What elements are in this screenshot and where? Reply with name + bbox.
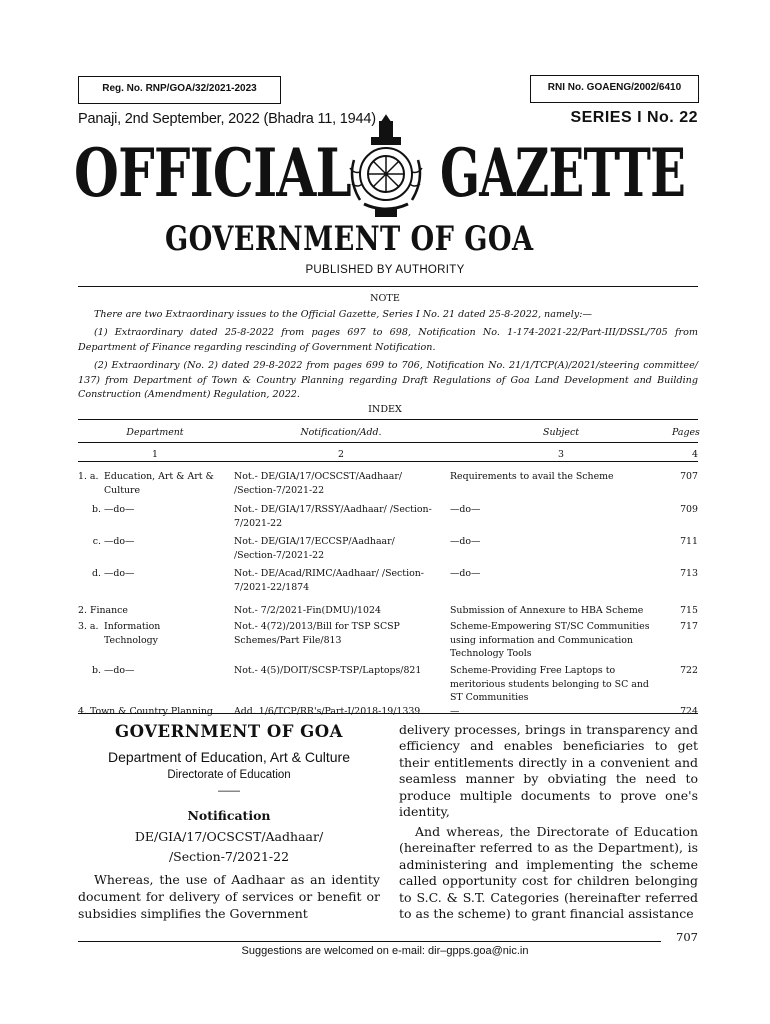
row-notification: Not.- DE/GIA/17/RSSY/Aadhaar/ /Section-7/2021-22 — [234, 504, 432, 529]
column-header-pages: Pages — [672, 427, 700, 439]
published-by-authority: PUBLISHED BY AUTHORITY — [305, 264, 465, 276]
row-notification: Not.- DE/GIA/17/OCSCST/Aadhaar/ /Section-7/2021-22 — [234, 471, 402, 496]
row-subject: Submission of Annexure to HBA Scheme — [450, 605, 644, 616]
table-row — [78, 466, 698, 499]
row-department: —do— — [104, 536, 135, 547]
note-intro: There are two Extraordinary issues to the Official Gazette, Series I No. 21 dated 25-8-2022, namely:— — [94, 309, 593, 320]
row-department: Town & Country Planning — [89, 705, 213, 717]
row-department: Finance — [89, 605, 128, 616]
footer-rule — [78, 941, 661, 942]
government-of-goa-heading: GOVERNMENT OF GOA — [165, 219, 534, 259]
header-divider — [78, 286, 698, 287]
issue-date: Panaji, 2nd September, 2022 (Bhadra 11, 1944) — [78, 111, 376, 127]
registration-number-box: Reg. No. RNP/GOA/32/2021-2023 — [78, 76, 281, 104]
column-header-notification: Notification/Add. — [300, 427, 382, 439]
row-page: 709 — [680, 504, 698, 515]
column-number: 1 — [152, 449, 158, 461]
column-number: 3 — [558, 449, 564, 461]
article-paragraph-right-2: And whereas, the Directorate of Education (hereinafter referred to as the Department), is administering and implementing the scheme called opportunity cost for children belonging to S.C. & S.T. Categories (hereinafter referred to as the scheme) to grant financial assistance — [399, 824, 698, 922]
article-paragraph-right-1: delivery processes, brings in transparency and efficiency and enables beneficiaries to get their entitlements directly in a convenient and seamless manner by obviating the need to produce multiple documents to prove one's identity, — [399, 722, 698, 820]
table-row — [78, 531, 698, 563]
note-item-1: (1) Extraordinary dated 25-8-2022 from pages 697 to 698, Notification No. 1-174-2021-22/Part-III/DSSL/705 from Department of Finance regarding rescinding of Government Notification. — [78, 327, 698, 353]
footer-suggestions: Suggestions are welcomed on e-mail: dir–gpps.goa@nic.in — [241, 945, 529, 957]
article-reference-line-2: /Section-7/2021-22 — [168, 849, 290, 864]
table-row — [78, 705, 698, 723]
row-department: Information Technology — [104, 621, 161, 646]
table-row — [78, 499, 698, 531]
index-top-rule — [78, 419, 698, 420]
row-subject: Scheme-Empowering ST/SC Communities using information and Communication Technology Tools — [450, 621, 650, 659]
row-number: d. — [92, 568, 101, 579]
row-page: 713 — [680, 568, 698, 579]
row-notification: Not.- 4(72)/2013/Bill for TSP SCSP Schemes/Part File/813 — [234, 621, 400, 646]
row-subject: Requirements to avail the Scheme — [450, 471, 614, 482]
row-subject: Scheme-Providing Free Laptops to meritorious students belonging to SC and ST Communities — [450, 665, 649, 703]
column-number: 2 — [338, 449, 344, 461]
table-row — [78, 618, 698, 662]
article-paragraph-left: Whereas, the use of Aadhaar as an identity document for delivery of services or benefit or subsidies simplifies the Government — [78, 872, 380, 921]
row-page: 722 — [680, 665, 698, 676]
article-notification-heading: Notification — [187, 808, 271, 823]
index-heading: INDEX — [368, 404, 402, 415]
row-department: —do— — [104, 665, 135, 676]
article-government-heading: GOVERNMENT OF GOA — [115, 722, 343, 741]
series-number: SERIES I No. 22 — [570, 109, 698, 126]
row-notification: Not.- DE/Acad/RIMC/Aadhaar/ /Section-7/2021-22/1874 — [234, 568, 424, 593]
gazette-title-official: OFFICIAL — [74, 134, 351, 212]
table-row — [78, 600, 698, 618]
row-department: —do— — [104, 504, 135, 515]
article-department: Department of Education, Art & Culture — [107, 749, 350, 765]
row-number: 1. a. — [78, 471, 99, 482]
article-directorate: Directorate of Education — [167, 769, 291, 781]
row-subject: —do— — [450, 504, 481, 515]
row-page: 717 — [680, 621, 698, 632]
gazette-title-gazette: GAZETTE — [440, 134, 686, 212]
row-number: 2. — [78, 605, 87, 616]
index-table — [78, 424, 698, 723]
row-subject: —do— — [450, 536, 481, 547]
row-number: 4. — [78, 705, 87, 717]
row-number: b. — [92, 504, 101, 515]
page-number: 707 — [676, 930, 698, 944]
column-header-department: Department — [126, 427, 184, 439]
row-number: c. — [92, 536, 101, 547]
article-reference-line-1: DE/GIA/17/OCSCST/Aadhaar/ — [134, 829, 324, 844]
note-item-2: (2) Extraordinary (No. 2) dated 29-8-2022 from pages 699 to 706, Notification No. 21/1/TCP(A)/2021/steering committee/ 137) from Department of Town & Country Planning regarding Draft Regulations of Goa Land Development and Building Construction (Amendment) Regulation, 2022. — [78, 360, 698, 400]
goa-state-emblem — [340, 112, 432, 220]
row-page: 715 — [680, 605, 698, 616]
row-page: 707 — [680, 471, 698, 482]
table-row — [78, 563, 698, 600]
row-page: 711 — [680, 536, 698, 547]
row-page: 724 — [680, 705, 698, 717]
column-number: 4 — [692, 449, 698, 461]
row-number: 3. a. — [78, 621, 99, 632]
note-heading: NOTE — [370, 293, 400, 304]
article-dash: —— — [218, 785, 240, 797]
row-department: Education, Art & Art & Culture — [104, 471, 214, 496]
row-notification: Not.- 7/2/2021-Fin(DMU)/1024 — [234, 605, 381, 616]
column-header-subject: Subject — [543, 427, 579, 439]
row-subject: — — [450, 705, 460, 717]
rni-number-box: RNI No. GOAENG/2002/6410 — [530, 75, 699, 103]
row-notification: Add. 1/6/TCP/RR's/Part-I/2018-19/1339 — [234, 705, 421, 717]
row-number: b. — [92, 665, 101, 676]
table-row — [78, 662, 698, 705]
row-notification: Not.- DE/GIA/17/ECCSP/Aadhaar/ /Section-7/2021-22 — [234, 536, 395, 561]
row-department: —do— — [104, 568, 135, 579]
row-notification: Not.- 4(5)/DOIT/SCSP-TSP/Laptops/821 — [234, 665, 422, 676]
row-subject: —do— — [450, 568, 481, 579]
